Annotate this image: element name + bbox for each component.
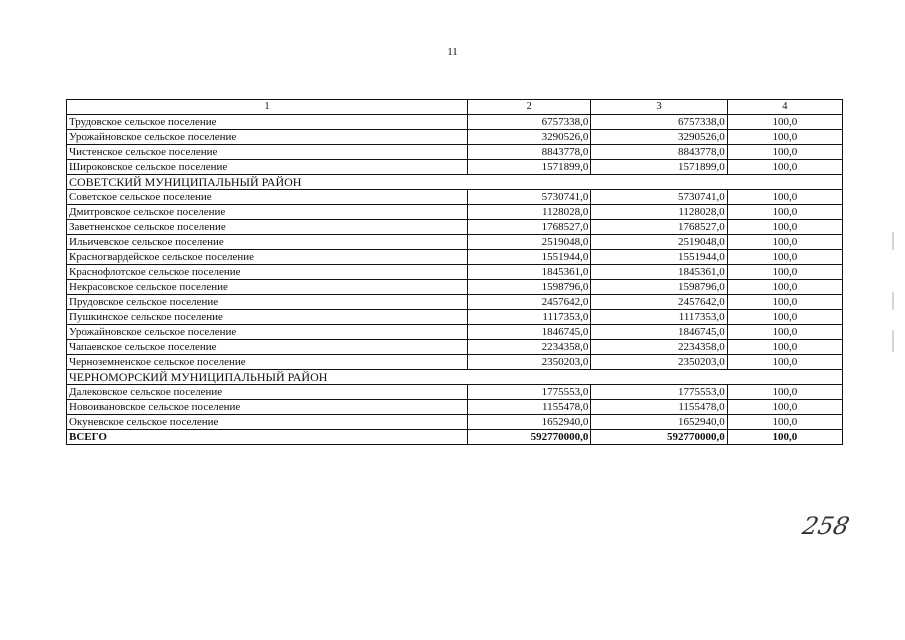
percent-cell: 100,0	[727, 115, 842, 130]
amount-col3-cell: 592770000,0	[591, 430, 727, 445]
amount-col3-cell: 2234358,0	[591, 340, 727, 355]
table-row	[67, 160, 843, 175]
table-row	[67, 115, 843, 130]
settlement-name-cell: Урожайновское сельское поселение	[67, 130, 468, 145]
amount-col3-cell: 2519048,0	[591, 235, 727, 250]
amount-col3-cell: 1571899,0	[591, 160, 727, 175]
table-row	[67, 355, 843, 370]
percent-cell: 100,0	[727, 160, 842, 175]
amount-col3-cell: 8843778,0	[591, 145, 727, 160]
table-row	[67, 400, 843, 415]
amount-col3-cell: 3290526,0	[591, 130, 727, 145]
amount-col3-cell: 2350203,0	[591, 355, 727, 370]
amount-col2-cell: 2234358,0	[468, 340, 591, 355]
amount-col2-cell: 1845361,0	[468, 265, 591, 280]
page-number: 11	[447, 46, 458, 58]
settlement-name-cell: Прудовское сельское поселение	[67, 295, 468, 310]
percent-cell: 100,0	[727, 325, 842, 340]
table-row	[67, 310, 843, 325]
percent-cell: 100,0	[727, 235, 842, 250]
region-heading-row	[67, 175, 843, 190]
percent-cell: 100,0	[727, 280, 842, 295]
amount-col2-cell: 1117353,0	[468, 310, 591, 325]
table-row	[67, 220, 843, 235]
settlement-name-cell: Советское сельское поселение	[67, 190, 468, 205]
amount-col2-cell: 1598796,0	[468, 280, 591, 295]
amount-col3-cell: 1128028,0	[591, 205, 727, 220]
amount-col2-cell: 1775553,0	[468, 385, 591, 400]
percent-cell: 100,0	[727, 310, 842, 325]
settlement-name-cell: Окуневское сельское поселение	[67, 415, 468, 430]
percent-cell: 100,0	[727, 265, 842, 280]
percent-cell: 100,0	[727, 355, 842, 370]
settlement-name-cell: ВСЕГО	[67, 430, 468, 445]
column-header-1: 1	[67, 100, 468, 115]
table-row	[67, 130, 843, 145]
amount-col3-cell: 1652940,0	[591, 415, 727, 430]
percent-cell: 100,0	[727, 295, 842, 310]
amount-col2-cell: 592770000,0	[468, 430, 591, 445]
amount-col2-cell: 1128028,0	[468, 205, 591, 220]
percent-cell: 100,0	[727, 415, 842, 430]
amount-col2-cell: 6757338,0	[468, 115, 591, 130]
region-heading: СОВЕТСКИЙ МУНИЦИПАЛЬНЫЙ РАЙОН	[67, 175, 843, 190]
amount-col2-cell: 2457642,0	[468, 295, 591, 310]
amount-col3-cell: 2457642,0	[591, 295, 727, 310]
settlement-name-cell: Трудовское сельское поселение	[67, 115, 468, 130]
percent-cell: 100,0	[727, 220, 842, 235]
settlement-name-cell: Чистенское сельское поселение	[67, 145, 468, 160]
percent-cell: 100,0	[727, 385, 842, 400]
handwritten-page-number: 258	[800, 512, 852, 540]
amount-col2-cell: 8843778,0	[468, 145, 591, 160]
table-row	[67, 265, 843, 280]
amount-col2-cell: 2519048,0	[468, 235, 591, 250]
scan-artifact	[892, 330, 894, 352]
settlement-name-cell: Красногвардейское сельское поселение	[67, 250, 468, 265]
amount-col2-cell: 1652940,0	[468, 415, 591, 430]
table-row	[67, 415, 843, 430]
amount-col3-cell: 1551944,0	[591, 250, 727, 265]
amount-col3-cell: 1845361,0	[591, 265, 727, 280]
settlement-name-cell: Некрасовское сельское поселение	[67, 280, 468, 295]
settlement-name-cell: Далековское сельское поселение	[67, 385, 468, 400]
column-header-2: 2	[468, 100, 591, 115]
table-header-row	[67, 100, 843, 115]
amount-col2-cell: 1846745,0	[468, 325, 591, 340]
settlement-name-cell: Дмитровское сельское поселение	[67, 205, 468, 220]
percent-cell: 100,0	[727, 130, 842, 145]
amount-col3-cell: 6757338,0	[591, 115, 727, 130]
table-row	[67, 295, 843, 310]
settlement-name-cell: Новоивановское сельское поселение	[67, 400, 468, 415]
settlement-name-cell: Чапаевское сельское поселение	[67, 340, 468, 355]
table-row	[67, 280, 843, 295]
table-row	[67, 385, 843, 400]
amount-col3-cell: 1768527,0	[591, 220, 727, 235]
percent-cell: 100,0	[727, 145, 842, 160]
amount-col3-cell: 1846745,0	[591, 325, 727, 340]
settlement-name-cell: Черноземненское сельское поселение	[67, 355, 468, 370]
scan-artifact	[892, 292, 894, 310]
scan-artifact	[892, 232, 894, 250]
table-row	[67, 235, 843, 250]
table-row	[67, 145, 843, 160]
settlement-name-cell: Ильичевское сельское поселение	[67, 235, 468, 250]
settlement-name-cell: Заветненское сельское поселение	[67, 220, 468, 235]
region-heading: ЧЕРНОМОРСКИЙ МУНИЦИПАЛЬНЫЙ РАЙОН	[67, 370, 843, 385]
table-row	[67, 190, 843, 205]
amount-col2-cell: 1768527,0	[468, 220, 591, 235]
column-header-4: 4	[727, 100, 842, 115]
amount-col2-cell: 1571899,0	[468, 160, 591, 175]
amount-col3-cell: 1155478,0	[591, 400, 727, 415]
table-row	[67, 340, 843, 355]
settlement-name-cell: Краснофлотское сельское поселение	[67, 265, 468, 280]
percent-cell: 100,0	[727, 400, 842, 415]
percent-cell: 100,0	[727, 205, 842, 220]
amount-col3-cell: 1598796,0	[591, 280, 727, 295]
amount-col2-cell: 1155478,0	[468, 400, 591, 415]
amount-col2-cell: 1551944,0	[468, 250, 591, 265]
total-row	[67, 430, 843, 445]
amount-col3-cell: 1117353,0	[591, 310, 727, 325]
amount-col3-cell: 5730741,0	[591, 190, 727, 205]
budget-table	[66, 99, 843, 445]
amount-col3-cell: 1775553,0	[591, 385, 727, 400]
table-row	[67, 250, 843, 265]
percent-cell: 100,0	[727, 430, 842, 445]
percent-cell: 100,0	[727, 190, 842, 205]
region-heading-row	[67, 370, 843, 385]
percent-cell: 100,0	[727, 340, 842, 355]
settlement-name-cell: Пушкинское сельское поселение	[67, 310, 468, 325]
table-row	[67, 205, 843, 220]
settlement-name-cell: Широковское сельское поселение	[67, 160, 468, 175]
settlement-name-cell: Урожайновское сельское поселение	[67, 325, 468, 340]
amount-col2-cell: 5730741,0	[468, 190, 591, 205]
amount-col2-cell: 3290526,0	[468, 130, 591, 145]
percent-cell: 100,0	[727, 250, 842, 265]
column-header-3: 3	[591, 100, 727, 115]
table-row	[67, 325, 843, 340]
table-body	[67, 115, 843, 445]
amount-col2-cell: 2350203,0	[468, 355, 591, 370]
